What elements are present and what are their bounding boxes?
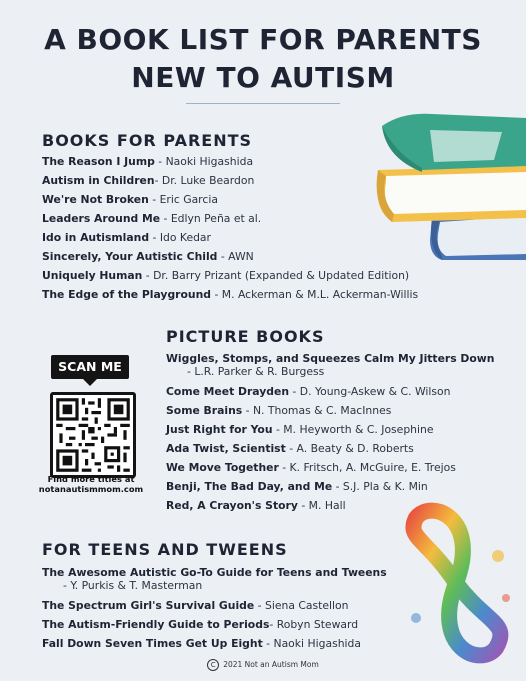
list-item — [42, 615, 387, 634]
book-author: - M. Heyworth & C. Josephine — [272, 423, 434, 436]
list-item — [42, 228, 418, 247]
book-title: Ada Twist, Scientist — [166, 442, 286, 455]
book-author: - M. Ackerman & M.L. Ackerman-Willis — [211, 288, 419, 301]
list-item — [42, 285, 418, 304]
book-title: Autism in Children — [42, 174, 155, 187]
list-item — [42, 152, 418, 171]
book-title: The Edge of the Playground — [42, 288, 212, 301]
book-author: - Edlyn Peña et al. — [160, 212, 262, 225]
list-item — [166, 420, 494, 439]
footer-text: 2021 Not an Autism Mom — [223, 660, 319, 669]
list-item — [42, 266, 418, 285]
qr-caption — [36, 474, 146, 494]
list-item — [42, 634, 387, 653]
title-line-1: A BOOK LIST FOR PARENTS — [44, 23, 482, 56]
list-item — [166, 401, 494, 420]
list-item — [42, 247, 418, 266]
book-title: We Move Together — [166, 461, 279, 474]
book-title: Uniquely Human — [42, 269, 143, 282]
rainbow-infinity-icon — [386, 498, 526, 668]
book-title: We're Not Broken — [42, 193, 149, 206]
book-author: - D. Young-Askew & C. Wilson — [289, 385, 451, 398]
book-author: - Naoki Higashida — [154, 155, 254, 168]
parents-heading: BOOKS FOR PARENTS — [42, 131, 253, 150]
book-title: Just Right for You — [166, 423, 273, 436]
qr-caption-link[interactable]: notanautismmom.com — [38, 484, 144, 494]
list-item — [166, 382, 494, 401]
book-title: The Autism-Friendly Guide to Periods — [42, 618, 270, 631]
list-item — [42, 190, 418, 209]
book-title: Come Meet Drayden — [166, 385, 289, 398]
teens-heading: FOR TEENS AND TWEENS — [42, 540, 288, 559]
picture-heading: PICTURE BOOKS — [166, 327, 325, 346]
book-author: - M. Hall — [297, 499, 346, 512]
list-item — [42, 209, 418, 228]
qr-caption-line-1: Find more titles at — [47, 474, 135, 484]
book-title: Fall Down Seven Times Get Up Eight — [42, 637, 263, 650]
book-author: - Naoki Higashida — [262, 637, 362, 650]
list-item — [166, 477, 494, 496]
book-author: - AWN — [217, 250, 254, 263]
book-author: - Eric Garcia — [148, 193, 218, 206]
list-item — [42, 171, 418, 190]
book-author: - N. Thomas & C. MacInnes — [242, 404, 392, 417]
title-line-2: NEW TO AUTISM — [131, 61, 395, 94]
list-item — [42, 596, 387, 615]
book-author: - Ido Kedar — [149, 231, 211, 244]
list-item — [166, 458, 494, 477]
teens-list — [42, 563, 387, 653]
book-author: - S.J. Pla & K. Min — [332, 480, 428, 493]
title-divider — [186, 103, 340, 104]
book-title: The Reason I Jump — [42, 155, 155, 168]
book-title: Ido in Autismland — [42, 231, 150, 244]
book-title: The Spectrum Girl's Survival Guide — [42, 599, 255, 612]
list-item — [166, 439, 494, 458]
book-title: Wiggles, Stomps, and Squeezes Calm My Jitters Down — [166, 352, 495, 365]
book-author: - K. Fritsch, A. McGuire, E. Trejos — [278, 461, 456, 474]
qr-code[interactable] — [50, 392, 136, 478]
book-title: Benji, The Bad Day, and Me — [166, 480, 333, 493]
book-author: - L.R. Parker & R. Burgess — [187, 365, 325, 378]
book-title: The Awesome Autistic Go-To Guide for Teens and Tweens — [42, 566, 387, 579]
book-title: Red, A Crayon's Story — [166, 499, 298, 512]
picture-list — [166, 349, 494, 515]
book-author: - Siena Castellon — [254, 599, 349, 612]
scan-me-pointer — [83, 379, 97, 386]
copyright-icon: C — [207, 659, 219, 671]
book-title: Some Brains — [166, 404, 243, 417]
book-author: - Y. Purkis & T. Masterman — [63, 579, 203, 592]
book-author: - Dr. Luke Beardon — [154, 174, 255, 187]
qr-code-icon — [53, 395, 133, 475]
book-author: - Dr. Barry Prizant (Expanded & Updated Edition) — [142, 269, 410, 282]
book-title: Leaders Around Me — [42, 212, 161, 225]
footer — [0, 659, 526, 671]
scan-me-label: SCAN ME — [51, 355, 129, 379]
book-title: Sincerely, Your Autistic Child — [42, 250, 218, 263]
parents-list — [42, 152, 418, 304]
book-author: - A. Beaty & D. Roberts — [285, 442, 414, 455]
book-author: - Robyn Steward — [269, 618, 359, 631]
